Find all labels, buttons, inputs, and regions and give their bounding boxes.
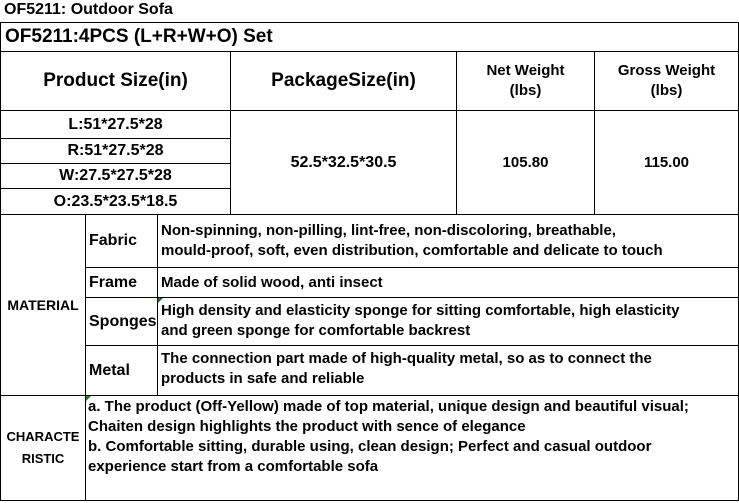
material-name-metal: Metal <box>89 361 130 379</box>
table-divider <box>85 214 86 501</box>
table-divider <box>86 345 739 346</box>
net-weight-value: 105.80 <box>502 154 549 171</box>
material-name-fabric: Fabric <box>89 232 138 249</box>
header-product-size: Product Size(in) <box>43 70 188 91</box>
header-net-weight: Net Weight (lbs) <box>486 62 565 99</box>
material-name-sponges: Sponges <box>89 312 157 330</box>
characteristic-text: a. The product (Off-Yellow) made of top material, unique design and beautiful visual; Chaiten design highlights the product with sence of elegance b. Comfortable sitting, durable using, clean design; Perfect and casual outdoor experience start from a comfortable sofa <box>88 398 689 475</box>
header-gross-weight: Gross Weight (lbs) <box>617 62 716 99</box>
product-size-w: W:27.5*27.5*28 <box>59 167 172 184</box>
product-size-l: L:51*27.5*28 <box>68 115 163 133</box>
table-divider <box>86 297 739 298</box>
material-desc-frame: Made of solid wood, anti insect <box>161 274 383 291</box>
package-size-value: 52.5*32.5*30.5 <box>290 153 397 171</box>
material-desc-sponges: High density and elasticity sponge for sitting comfortable, high elasticity and green sponge for comfortable backrest <box>161 302 680 339</box>
characteristic-label: CHARACTE RISTIC <box>6 429 80 466</box>
gross-weight-value: 115.00 <box>643 154 690 171</box>
document-title: OF5211: Outdoor Sofa <box>4 1 173 18</box>
material-name-frame: Frame <box>89 273 138 291</box>
material-desc-metal: The connection part made of high-quality metal, so as to connect the products in safe and reliable <box>161 350 652 387</box>
material-label: MATERIAL <box>7 297 79 313</box>
table-divider <box>0 395 739 396</box>
product-size-o: O:23.5*23.5*18.5 <box>53 192 178 210</box>
set-title: OF5211:4PCS (L+R+W+O) Set <box>5 26 273 47</box>
material-desc-fabric: Non-spinning, non-pilling, lint-free, non-discoloring, breathable, mould-proof, soft, even distribution, comfortable and delicate to touch <box>161 222 663 259</box>
product-size-r: R:51*27.5*28 <box>67 142 164 159</box>
header-package-size: PackageSize(in) <box>271 70 416 91</box>
table-border-bottom <box>0 500 739 501</box>
table-divider <box>157 214 158 396</box>
